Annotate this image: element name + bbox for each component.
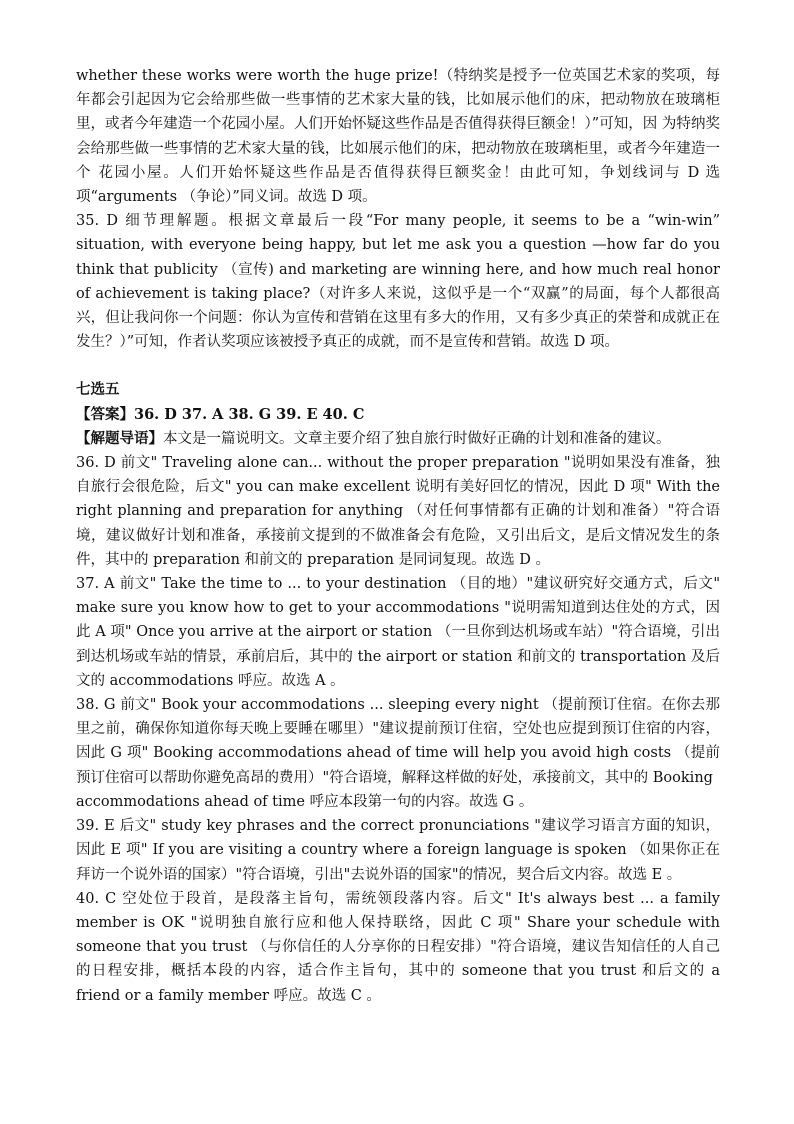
paragraph-34-explanation-tail: whether these works were worth the huge prize!（特纳奖是授予一位英国艺术家的奖项，每年都会引起因为它会给那些做一些事情的艺术家大量的钱，比如展示他们的床，把动物放在玻璃柜里，或者今年建造一个花园小屋。人们开始怀疑这些作品是否值得获得巨额金！）”可知，因 为特纳奖会给那些做一些事情的艺术家大量的钱，比如展示他们的床，把动物放在玻璃柜里，或者今年建造一个 花园小屋。人们开始怀疑这些作品是否值得获得巨额奖金！由此可知，争划线词与 D 选项“arguments （争论）”同义词。故选 D 项。 [76, 68, 720, 206]
answer-line [76, 403, 720, 427]
document-body [76, 64, 720, 1008]
section-gap [76, 354, 720, 378]
paragraph-36-explanation: 36. D 前文" Traveling alone can... without the proper preparation "说明如果没有准备，独自旅行会很危险，后文" you can make excellent 说明有美好回忆的情况，因此 D 项" With the right planning and preparation for anything （对任何事情都有正确的计划和准备）"符合语境，建议做好计划和准备，承接前文提到的不做准备会有危险，又引出后文，是后文情况发生的条件，其中的 preparation 和前文的 preparation 是同词复现。故选 D 。 [76, 455, 720, 568]
guide-text: 本文是一篇说明文。文章主要介绍了独自旅行时做好正确的计划和准备的建议。 [163, 430, 671, 447]
guide-label: 【解题导语】 [76, 429, 163, 447]
paragraph-39-explanation: 39. E 后文" study key phrases and the correct pronunciations "建议学习语言方面的知识，因此 E 项" If you are visiting a country where a foreign language is spoken （如果你正在拜访一个说外语的国家）"符合语境，引出"去说外语的国家"的情况，契合后文内容。故选 E 。 [76, 818, 720, 883]
paragraph-38-continuation: accommodations ahead of time 呼应本段第一句的内容。故选 G 。 [76, 793, 534, 810]
paragraph-37-explanation: 37. A 前文" Take the time to ... to your destination （目的地）"建议研究好交通方式，后文" make sure you know how to get to your accommodations "说明需知道到达住处的方式，因此 A 项" Once you arrive at the airport or station （一旦你到达机场或车站）"符合语境，引出到达机场或车站的情景，承前启后，其中的 the airport or station 和前文的 transportation 及后文的 accommodations 呼应。故选 A 。 [76, 576, 720, 689]
guide-line [76, 427, 720, 451]
section-title: 七选五 [76, 381, 120, 399]
paragraph-38-explanation: 38. G 前文" Book your accommodations ... sleeping every night （提前预订住宿。在你去那里之前，确保你知道你每天晚上要睡在哪里）"建议提前预订住宿，空处也应提到预订住宿的内容，因此 G 项" Booking accommodations ahead of time will help you avoid high costs （提前预订住宿可以帮助你避免高昂的费用）"符合语境，解释这样做的好处，承接前文，其中的 Booking [76, 697, 720, 786]
answer-text: 36. D 37. A 38. G 39. E 40. C [134, 405, 365, 423]
paragraph-40-explanation: 40. C 空处位于段首，是段落主旨句，需统领段落内容。后文" It's always best ... a family member is OK "说明独自旅行应和他人保持联络，因此 C 项" Share your schedule with someone that you trust （与你信任的人分享你的日程安排）"符合语境，建议告知信任的人自己的日程安排，概括本段的内容，适合作主旨句，其中的 someone that you trust 和后文的 a friend or a family member 呼应。故选 C 。 [76, 890, 720, 1004]
paragraph-35-explanation: 35. D 细节理解题。根据文章最后一段“For many people, it seems to be a “win-win” situation, with everyone being happy, but let me ask you a question —how far do you think that publicity （宣传) and marketing are winning here, and how much real honor of achievement is taking place?（对许多人来说，这似乎是一个“双赢”的局面，每个人都很高兴，但让我问你一个问题：你认为宣传和营销在这里有多大的作用，又有多少真正的荣誉和成就正在发生？）”可知，作者认奖项应该被授予真正的成就，而不是宣传和营销。故选 D 项。 [76, 213, 720, 351]
answer-label: 【答案】 [76, 405, 134, 423]
